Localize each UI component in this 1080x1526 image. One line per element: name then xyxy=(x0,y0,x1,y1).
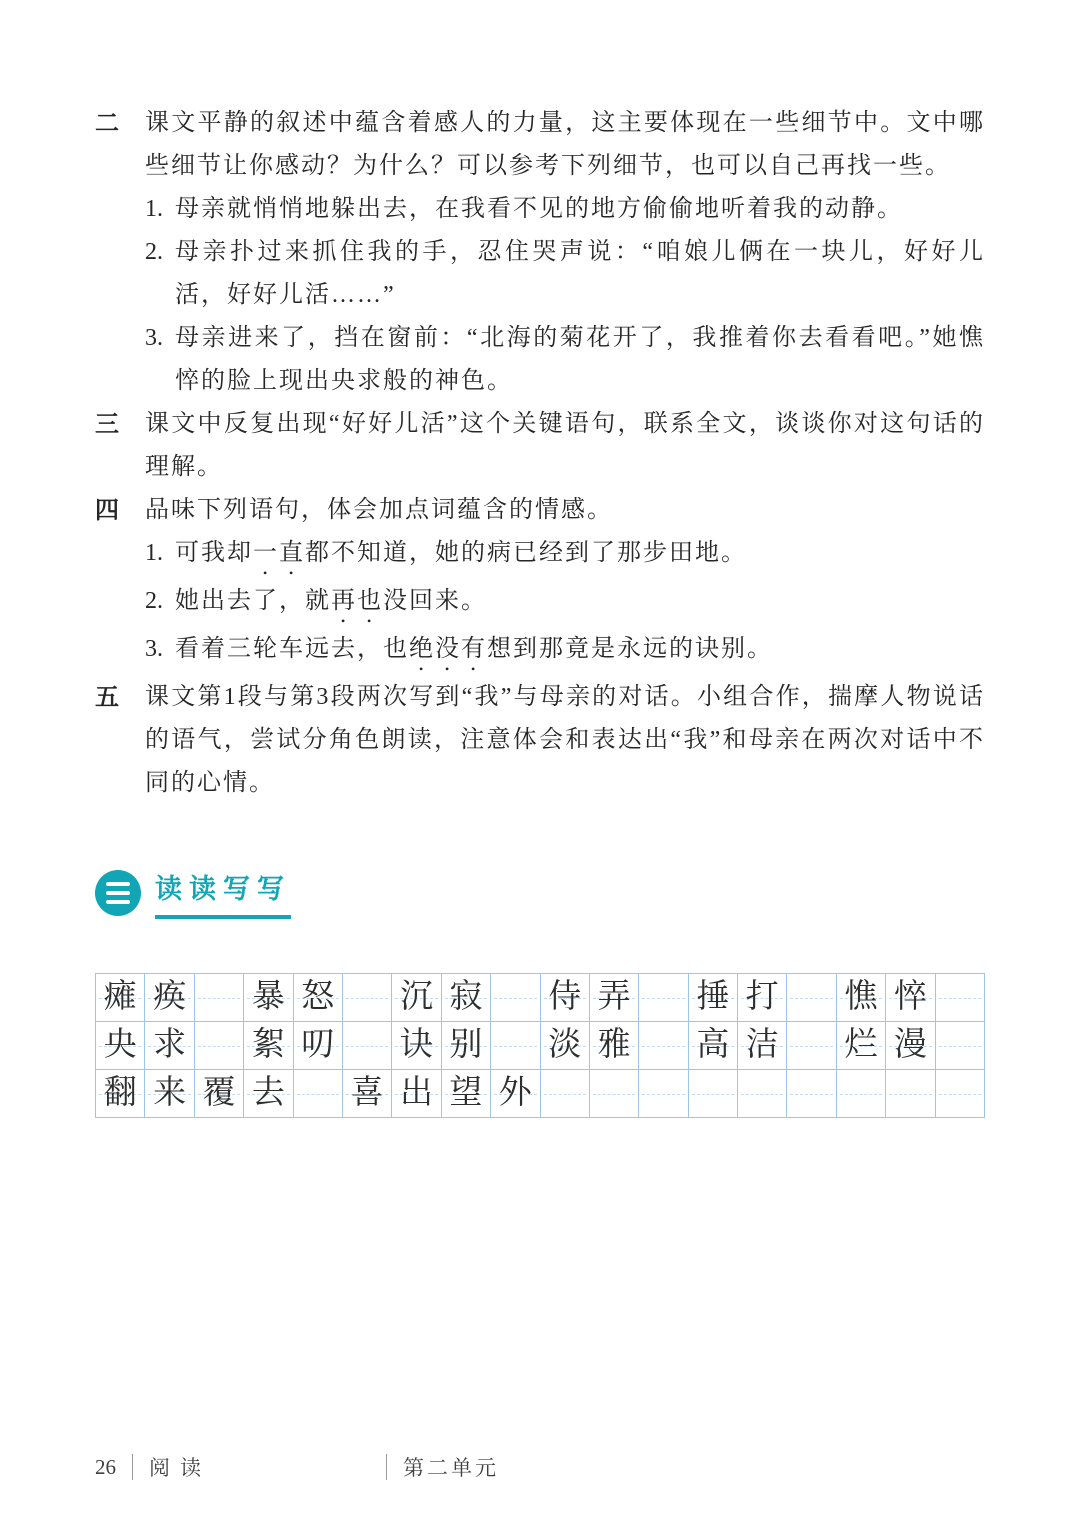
text-segment: 没回来。 xyxy=(383,588,487,614)
question-body xyxy=(145,102,985,403)
write-grid-cell xyxy=(145,1070,194,1118)
write-grid-cell xyxy=(689,974,738,1022)
question-三 xyxy=(95,403,985,489)
write-grid-cell xyxy=(738,974,787,1022)
text-segment: 都不知道，她的病已经到了那步田地。 xyxy=(305,540,747,566)
text-segment: 课文中反复出现“好好儿活”这个关键语句，联系全文，谈谈你对这句话的理解。 xyxy=(145,411,985,480)
practice-character: 翻 xyxy=(103,1075,137,1111)
question-item xyxy=(145,317,985,403)
practice-character: 诀 xyxy=(400,1027,434,1063)
write-grid-cell xyxy=(195,1070,244,1118)
write-grid-cell-empty xyxy=(689,1070,738,1118)
footer-divider xyxy=(386,1454,387,1480)
text-segment: 可我却 xyxy=(175,540,253,566)
write-grid-cell xyxy=(738,1022,787,1070)
write-grid-cell xyxy=(689,1022,738,1070)
write-grid-cell xyxy=(442,1022,491,1070)
write-grid-cell xyxy=(294,1022,343,1070)
practice-character: 出 xyxy=(400,1075,434,1111)
question-text xyxy=(145,676,985,805)
text-segment: 想到那竟是永远的诀别。 xyxy=(487,636,773,662)
item-number: 2. xyxy=(145,239,163,265)
practice-character: 覆 xyxy=(202,1075,236,1111)
question-二 xyxy=(95,102,985,403)
write-grid-cell-empty xyxy=(738,1070,787,1118)
practice-character: 外 xyxy=(498,1075,532,1111)
practice-character: 别 xyxy=(449,1027,483,1063)
write-grid-cell xyxy=(886,1022,935,1070)
item-number: 2. xyxy=(145,588,163,614)
question-item xyxy=(145,628,985,676)
write-grid-cell xyxy=(392,1022,441,1070)
item-text xyxy=(175,580,985,628)
question-五 xyxy=(95,676,985,805)
list-icon-bar xyxy=(106,900,130,904)
question-text xyxy=(145,489,985,532)
list-icon-bar xyxy=(106,891,130,895)
practice-character: 漫 xyxy=(893,1027,927,1063)
question-body xyxy=(145,676,985,805)
text-segment: 课文平静的叙述中蕴含着感人的力量，这主要体现在一些细节中。文中哪些细节让你感动？为什么？可以参考下列细节，也可以自己再找一些。 xyxy=(145,110,985,179)
item-text xyxy=(175,188,985,231)
write-grid-cell-empty xyxy=(343,974,392,1022)
emphasized-word: 再也 xyxy=(331,588,383,614)
write-grid-cell-empty xyxy=(195,1022,244,1070)
write-grid-cell xyxy=(96,1070,145,1118)
practice-character: 烂 xyxy=(844,1027,878,1063)
list-icon xyxy=(95,870,141,916)
write-grid-cell-empty xyxy=(294,1070,343,1118)
write-grid-cell-empty xyxy=(491,1022,540,1070)
page-number: 26 xyxy=(95,1454,116,1479)
write-grid-cell-empty xyxy=(936,974,985,1022)
text-segment: 看着三轮车远去，也 xyxy=(175,636,409,662)
practice-character: 瘫 xyxy=(103,979,137,1015)
item-text xyxy=(175,532,985,580)
write-grid xyxy=(95,973,985,1118)
text-segment: 母亲就悄悄地躲出去，在我看不见的地方偷偷地听着我的动静。 xyxy=(175,196,903,222)
practice-character: 喜 xyxy=(350,1075,384,1111)
question-number: 五 xyxy=(95,684,119,711)
text-segment: 课文第1段与第3段两次写到“我”与母亲的对话。小组合作，揣摩人物说话的语气，尝试分角色朗读，注意体会和表达出“我”和母亲在两次对话中不同的心情。 xyxy=(145,684,985,796)
practice-character: 淡 xyxy=(548,1027,582,1063)
question-number: 二 xyxy=(95,110,119,137)
practice-character: 央 xyxy=(103,1027,137,1063)
item-number: 3. xyxy=(145,325,163,351)
write-grid-cell xyxy=(244,1022,293,1070)
practice-character: 高 xyxy=(696,1027,730,1063)
write-grid-cell-empty xyxy=(886,1070,935,1118)
practice-character: 沉 xyxy=(400,979,434,1015)
write-grid-cell xyxy=(244,1070,293,1118)
emphasized-word: 一直 xyxy=(253,540,305,566)
text-segment: 母亲扑过来抓住我的手，忍住哭声说：“咱娘儿俩在一块儿，好好儿活，好好儿活……” xyxy=(175,239,985,308)
question-item xyxy=(145,580,985,628)
write-grid-cell-empty xyxy=(343,1022,392,1070)
write-grid-cell xyxy=(491,1070,540,1118)
write-grid-cell xyxy=(392,974,441,1022)
text-segment: 母亲进来了，挡在窗前：“北海的菊花开了，我推着你去看看吧。”她憔悴的脸上现出央求般的神色。 xyxy=(175,325,985,394)
practice-character: 去 xyxy=(251,1075,285,1111)
question-四 xyxy=(95,489,985,676)
practice-character: 求 xyxy=(153,1027,187,1063)
write-grid-cell-empty xyxy=(639,1022,688,1070)
write-grid-cell xyxy=(590,974,639,1022)
write-grid-cell-empty xyxy=(590,1070,639,1118)
emphasized-word: 绝没有 xyxy=(409,636,487,662)
practice-character: 打 xyxy=(745,979,779,1015)
practice-character: 怒 xyxy=(301,979,335,1015)
write-grid-cell xyxy=(837,974,886,1022)
write-grid-cell xyxy=(244,974,293,1022)
write-grid-cell-empty xyxy=(491,974,540,1022)
practice-character: 望 xyxy=(449,1075,483,1111)
practice-character: 弄 xyxy=(597,979,631,1015)
practice-character: 侍 xyxy=(548,979,582,1015)
write-grid-cell-empty xyxy=(639,974,688,1022)
write-grid-cell-empty xyxy=(787,1022,836,1070)
write-grid-cell xyxy=(96,974,145,1022)
footer-unit-label: 第二单元 xyxy=(403,1456,499,1480)
text-segment: 品味下列语句，体会加点词蕴含的情感。 xyxy=(145,497,613,523)
write-grid-cell xyxy=(145,974,194,1022)
page-footer xyxy=(95,1452,985,1482)
write-grid-cell-empty xyxy=(787,1070,836,1118)
write-grid-cell xyxy=(886,974,935,1022)
write-grid-cell-empty xyxy=(639,1070,688,1118)
write-grid-cell xyxy=(392,1070,441,1118)
write-grid-cell-empty xyxy=(936,1022,985,1070)
question-item xyxy=(145,532,985,580)
practice-character: 憔 xyxy=(844,979,878,1015)
item-number: 1. xyxy=(145,540,163,566)
question-text xyxy=(145,102,985,188)
write-grid-cell xyxy=(541,974,590,1022)
write-grid-cell-empty xyxy=(541,1070,590,1118)
write-grid-cell xyxy=(442,1070,491,1118)
practice-character: 来 xyxy=(153,1075,187,1111)
write-grid-cell-empty xyxy=(936,1070,985,1118)
practice-character: 寂 xyxy=(449,979,483,1015)
write-grid-cell xyxy=(343,1070,392,1118)
section-title: 读读写写 xyxy=(155,867,291,919)
practice-character: 叨 xyxy=(301,1027,335,1063)
practice-character: 暴 xyxy=(251,979,285,1015)
write-grid-cell-empty xyxy=(195,974,244,1022)
question-text xyxy=(145,403,985,489)
write-grid-cell xyxy=(442,974,491,1022)
practice-character: 捶 xyxy=(696,979,730,1015)
write-grid-cell xyxy=(96,1022,145,1070)
write-grid-cell-empty xyxy=(837,1070,886,1118)
write-grid-cell xyxy=(541,1022,590,1070)
item-text xyxy=(175,628,985,676)
practice-character: 洁 xyxy=(745,1027,779,1063)
text-segment: 她出去了，就 xyxy=(175,588,331,614)
question-item xyxy=(145,188,985,231)
write-grid-cell xyxy=(145,1022,194,1070)
questions xyxy=(95,102,985,805)
write-grid-cell xyxy=(590,1022,639,1070)
practice-character: 絮 xyxy=(251,1027,285,1063)
question-item xyxy=(145,231,985,317)
practice-character: 痪 xyxy=(153,979,187,1015)
question-body xyxy=(145,403,985,489)
question-body xyxy=(145,489,985,676)
footer-section-label: 阅读 xyxy=(149,1456,211,1480)
item-number: 1. xyxy=(145,196,163,222)
practice-character: 雅 xyxy=(597,1027,631,1063)
question-number: 三 xyxy=(95,411,119,438)
write-grid-cell xyxy=(294,974,343,1022)
item-text xyxy=(175,317,985,403)
question-number: 四 xyxy=(95,497,119,524)
footer-divider xyxy=(132,1454,133,1480)
section-header xyxy=(95,867,985,919)
write-grid-cell xyxy=(837,1022,886,1070)
list-icon-bar xyxy=(106,882,130,886)
item-text xyxy=(175,231,985,317)
item-number: 3. xyxy=(145,636,163,662)
write-grid-cell-empty xyxy=(787,974,836,1022)
practice-character: 悴 xyxy=(893,979,927,1015)
